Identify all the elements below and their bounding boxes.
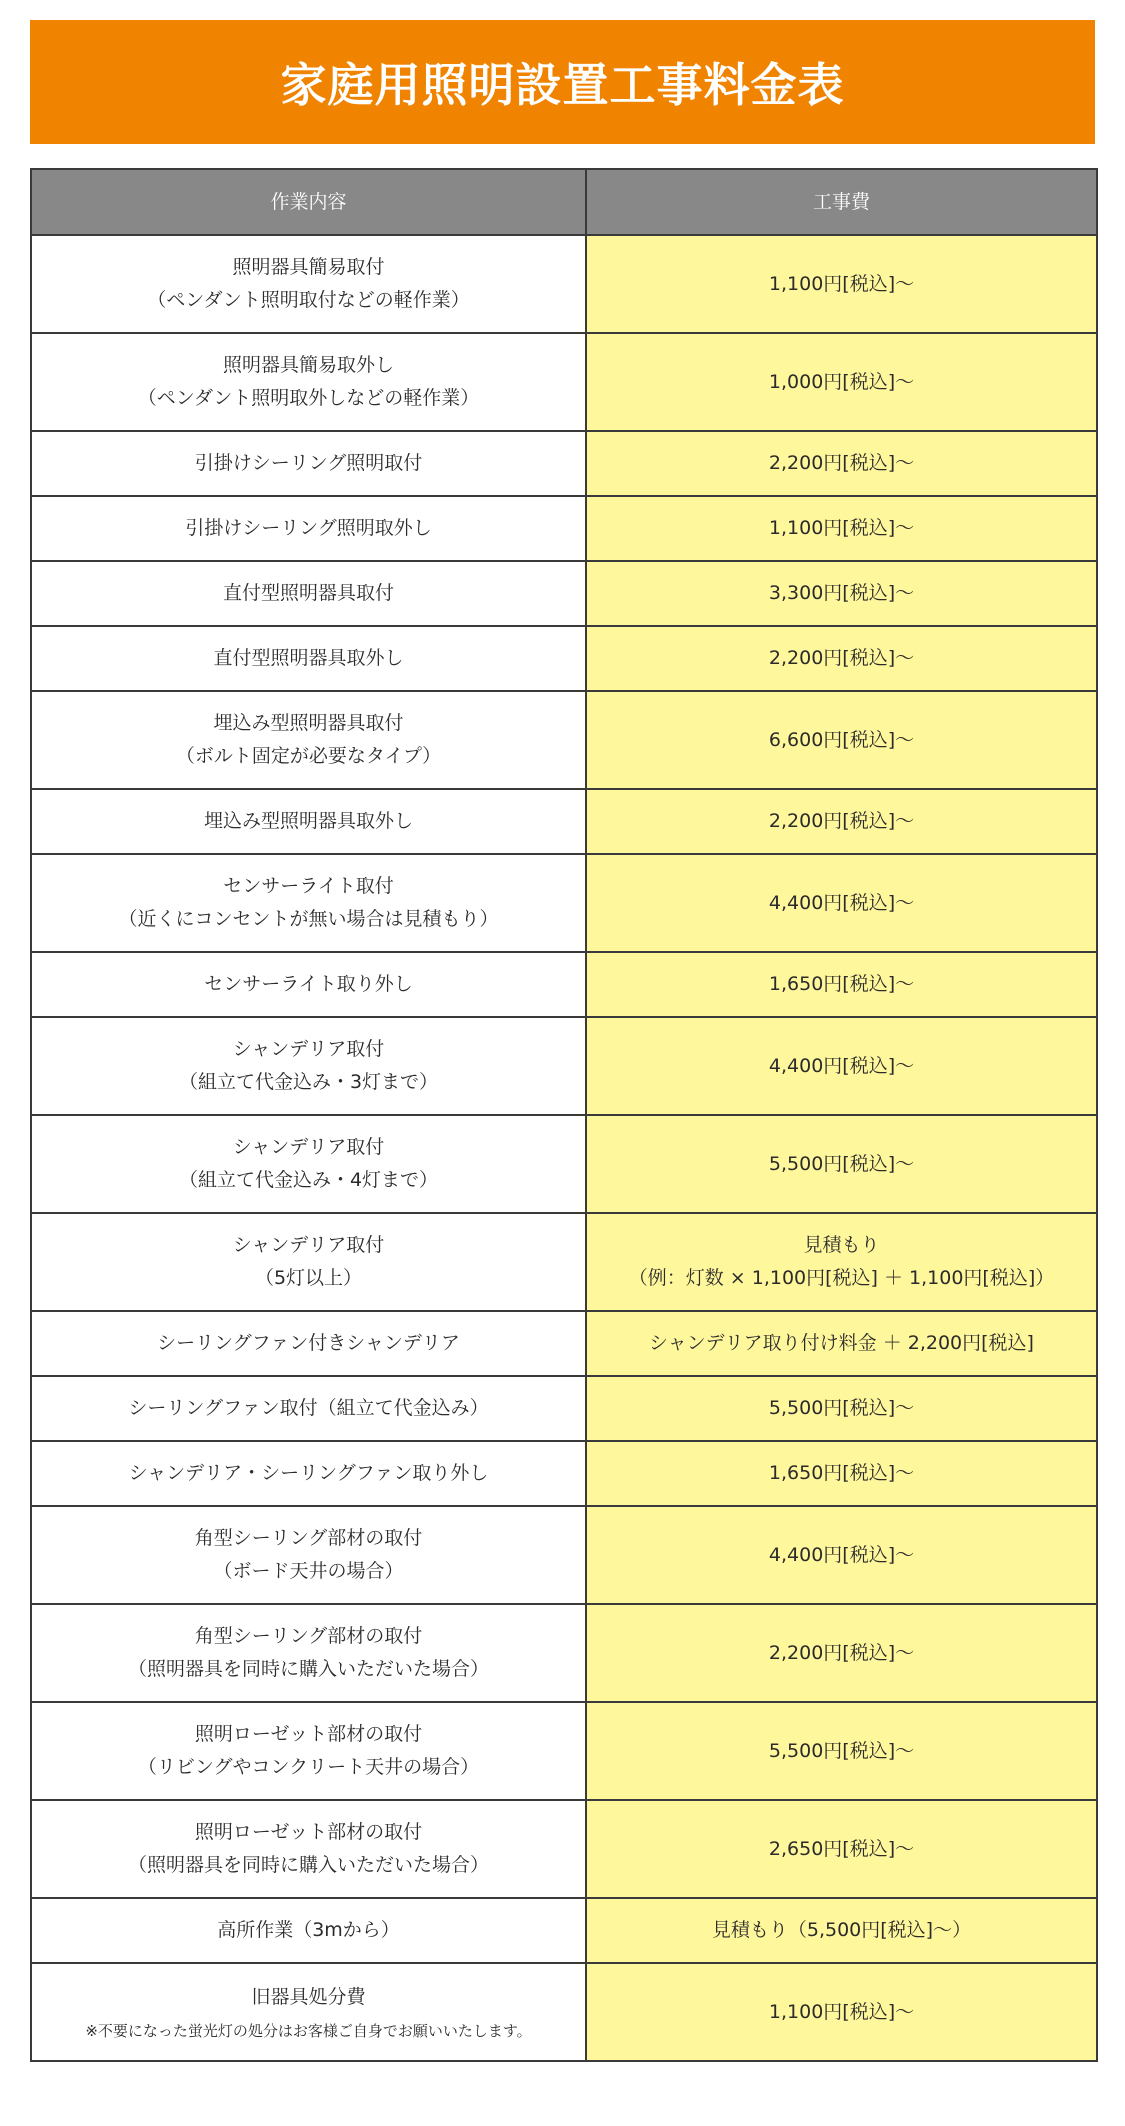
fee-cell	[586, 1213, 1097, 1311]
fee-value: 2,650円[税込]～	[768, 1837, 915, 1860]
task-label: 引掛けシーリング照明取外し	[185, 517, 432, 539]
fee-cell	[586, 496, 1097, 561]
table-row	[31, 431, 1097, 496]
fee-value: 5,500円[税込]～	[768, 1397, 915, 1419]
table-row	[31, 1963, 1097, 2061]
price-table	[30, 168, 1098, 2062]
table-row	[31, 1604, 1097, 1702]
task-note: ※不要になった蛍光灯の処分はお客様ご自身でお願いいたします。	[85, 2021, 532, 2040]
table-row	[31, 626, 1097, 691]
column-header-task: 作業内容	[31, 169, 586, 235]
task-sublabel: （ボード天井の場合）	[213, 1560, 404, 1582]
fee-value: 4,400円[税込]～	[768, 1054, 915, 1077]
task-label: 埋込み型照明器具取付	[213, 712, 404, 734]
fee-cell	[586, 1800, 1097, 1898]
fee-value: 1,100円[税込]～	[768, 2000, 915, 2023]
fee-cell	[586, 1702, 1097, 1800]
table-row	[31, 1898, 1097, 1963]
task-cell	[31, 1115, 586, 1213]
fee-cell	[586, 1506, 1097, 1604]
task-cell	[31, 496, 586, 561]
fee-value: 2,200円[税込]～	[768, 1641, 915, 1664]
fee-value: 6,600円[税込]～	[768, 728, 915, 751]
task-cell	[31, 561, 586, 626]
page-title: 家庭用照明設置工事料金表	[280, 58, 845, 112]
fee-cell	[586, 235, 1097, 333]
fee-cell	[586, 691, 1097, 789]
task-sublabel: （組立て代金込み・4灯まで）	[178, 1169, 439, 1191]
fee-value: 2,200円[税込]～	[768, 647, 915, 669]
table-row	[31, 333, 1097, 431]
fee-value: 見積もり（5,500円[税込]～）	[711, 1919, 972, 1941]
table-header-row	[31, 169, 1097, 235]
fee-cell	[586, 1311, 1097, 1376]
task-label: 直付型照明器具取付	[222, 582, 394, 604]
task-cell	[31, 1506, 586, 1604]
fee-value: 5,500円[税込]～	[768, 1152, 915, 1175]
task-label: センサーライト取り外し	[204, 973, 413, 995]
table-row	[31, 1441, 1097, 1506]
task-label: シャンデリア取付	[232, 1038, 385, 1060]
task-sublabel: （ペンダント照明取外しなどの軽作業）	[137, 387, 480, 409]
fee-cell	[586, 561, 1097, 626]
task-cell	[31, 1376, 586, 1441]
table-row	[31, 1702, 1097, 1800]
fee-value: 見積もり	[803, 1234, 880, 1256]
task-cell	[31, 854, 586, 952]
task-cell	[31, 952, 586, 1017]
task-sublabel: （ペンダント照明取付などの軽作業）	[147, 289, 470, 311]
fee-cell	[586, 854, 1097, 952]
fee-cell	[586, 1376, 1097, 1441]
task-label: 角型シーリング部材の取付	[194, 1527, 423, 1549]
fee-value: 1,100円[税込]～	[768, 272, 915, 295]
table-row	[31, 789, 1097, 854]
fee-cell	[586, 789, 1097, 854]
title-banner	[30, 20, 1095, 144]
task-label: 角型シーリング部材の取付	[194, 1625, 423, 1647]
task-label: センサーライト取付	[223, 875, 394, 897]
fee-cell	[586, 1604, 1097, 1702]
fee-cell	[586, 333, 1097, 431]
task-cell	[31, 789, 586, 854]
table-row	[31, 1506, 1097, 1604]
column-header-fee: 工事費	[586, 169, 1097, 235]
task-label: シーリングファン付きシャンデリア	[157, 1332, 460, 1354]
fee-value: 1,650円[税込]～	[768, 973, 915, 995]
fee-value: 2,200円[税込]～	[768, 810, 915, 832]
table-row	[31, 1376, 1097, 1441]
table-row	[31, 854, 1097, 952]
fee-cell	[586, 952, 1097, 1017]
task-cell	[31, 1898, 586, 1963]
table-row	[31, 952, 1097, 1017]
task-cell	[31, 431, 586, 496]
task-label: 直付型照明器具取外し	[213, 647, 404, 669]
task-cell	[31, 691, 586, 789]
task-cell	[31, 1213, 586, 1311]
fee-value: 3,300円[税込]～	[768, 582, 915, 604]
task-label: 照明器具簡易取付	[232, 256, 385, 278]
task-cell	[31, 1702, 586, 1800]
task-sublabel: （照明器具を同時に購入いただいた場合）	[127, 1854, 489, 1876]
table-row	[31, 1311, 1097, 1376]
fee-cell	[586, 1963, 1097, 2061]
task-cell	[31, 1800, 586, 1898]
fee-value: シャンデリア取り付け料金 ＋ 2,200円[税込]	[649, 1332, 1034, 1354]
fee-value: 2,200円[税込]～	[768, 452, 915, 474]
task-cell	[31, 1017, 586, 1115]
task-label: 高所作業（3mから）	[217, 1919, 400, 1941]
table-row	[31, 1213, 1097, 1311]
task-cell	[31, 1441, 586, 1506]
task-label: 旧器具処分費	[251, 1985, 366, 2008]
task-cell	[31, 1604, 586, 1702]
fee-value: 4,400円[税込]～	[768, 891, 915, 914]
table-row	[31, 561, 1097, 626]
task-label: 埋込み型照明器具取外し	[203, 810, 413, 832]
table-row	[31, 691, 1097, 789]
table-row	[31, 1115, 1097, 1213]
fee-cell	[586, 431, 1097, 496]
task-cell	[31, 1963, 586, 2061]
task-cell	[31, 626, 586, 691]
table-row	[31, 496, 1097, 561]
task-sublabel: （組立て代金込み・3灯まで）	[178, 1071, 439, 1093]
fee-cell	[586, 626, 1097, 691]
task-sublabel: （近くにコンセントが無い場合は見積もり）	[118, 908, 499, 930]
task-label: シャンデリア取付	[232, 1136, 385, 1158]
fee-cell	[586, 1017, 1097, 1115]
fee-subvalue: （例：灯数 × 1,100円[税込] ＋ 1,100円[税込]）	[628, 1267, 1055, 1289]
fee-value: 1,100円[税込]～	[768, 517, 915, 539]
task-label: 照明ローゼット部材の取付	[194, 1821, 423, 1843]
fee-value: 1,650円[税込]～	[768, 1462, 915, 1484]
table-row	[31, 1017, 1097, 1115]
task-sublabel: （リビングやコンクリート天井の場合）	[137, 1756, 480, 1778]
task-sublabel: （照明器具を同時に購入いただいた場合）	[127, 1658, 489, 1680]
task-label: 照明器具簡易取外し	[222, 354, 394, 376]
fee-cell	[586, 1898, 1097, 1963]
task-cell	[31, 1311, 586, 1376]
task-label: シャンデリア・シーリングファン取り外し	[128, 1462, 489, 1484]
task-cell	[31, 333, 586, 431]
task-sublabel: （ボルト固定が必要なタイプ）	[175, 745, 442, 767]
table-body	[31, 235, 1097, 2061]
task-label: 照明ローゼット部材の取付	[194, 1723, 423, 1745]
fee-value: 5,500円[税込]～	[768, 1739, 915, 1762]
task-label: 引掛けシーリング照明取付	[194, 452, 423, 474]
task-cell	[31, 235, 586, 333]
table-row	[31, 235, 1097, 333]
table-row	[31, 1800, 1097, 1898]
task-label: シーリングファン取付（組立て代金込み）	[128, 1397, 489, 1419]
fee-cell	[586, 1115, 1097, 1213]
fee-value: 4,400円[税込]～	[768, 1543, 915, 1566]
fee-cell	[586, 1441, 1097, 1506]
task-sublabel: （5灯以上）	[254, 1267, 363, 1289]
fee-value: 1,000円[税込]～	[768, 370, 915, 393]
task-label: シャンデリア取付	[232, 1234, 385, 1256]
